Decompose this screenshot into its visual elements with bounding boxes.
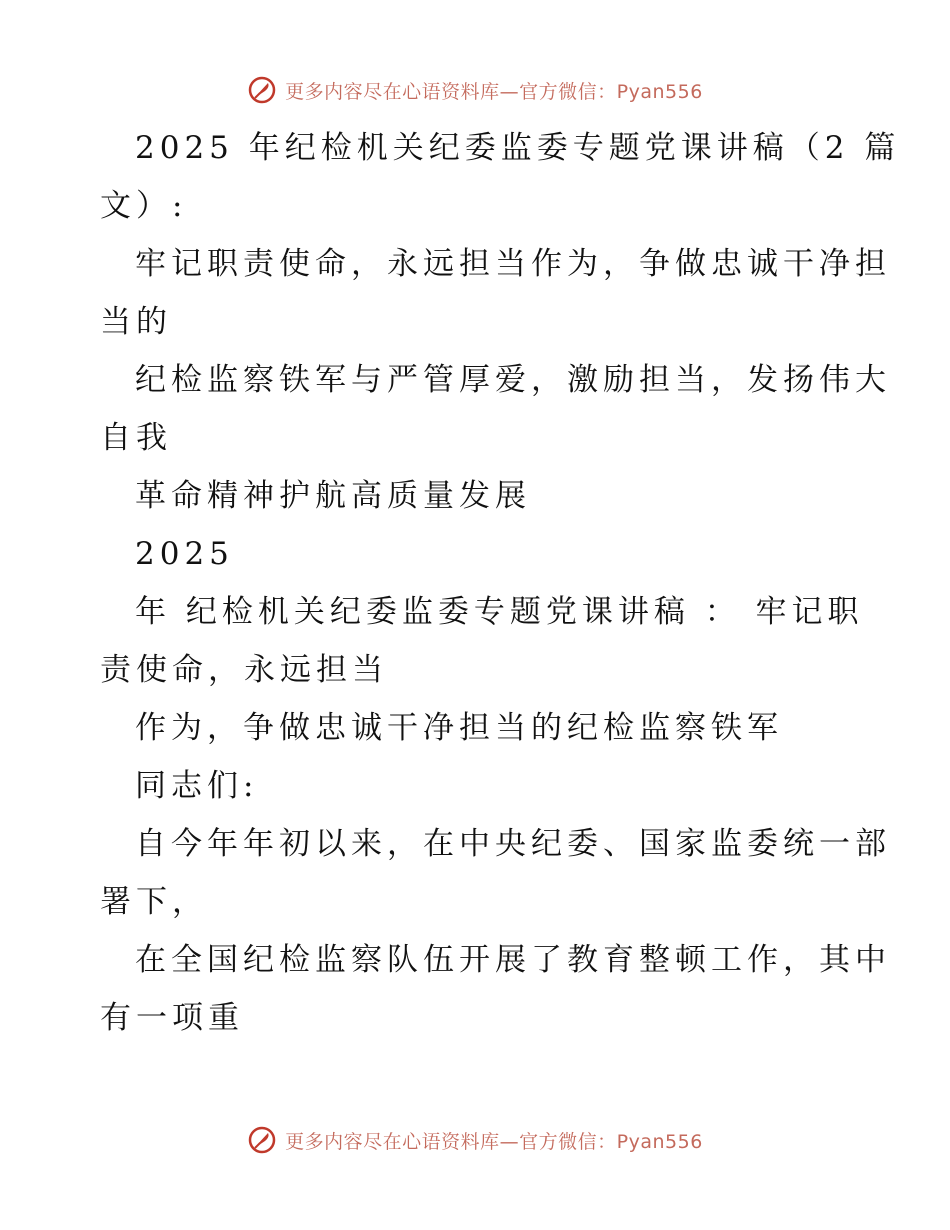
text-line: 同志们: xyxy=(135,768,259,804)
footer-watermark xyxy=(0,1120,950,1160)
feather-pen-logo-icon xyxy=(247,1125,277,1155)
text-line: 作为，争做忠诚干净担当的纪检监察铁军 xyxy=(135,710,783,746)
text-line: 牢记职责使命，永远担当作为，争做忠诚干净担 xyxy=(135,246,891,282)
text-line: 自今年年初以来，在中央纪委、国家监委统一部 xyxy=(135,826,891,862)
feather-pen-logo-icon xyxy=(247,75,277,105)
text-line: 革命精神护航高质量发展 xyxy=(135,478,531,514)
text-line: 当的 xyxy=(100,304,172,340)
text-line: 在全国纪检监察队伍开展了教育整顿工作，其中 xyxy=(135,942,891,978)
watermark-text: 更多内容尽在心语资料库—官方微信：Pyan556 xyxy=(285,1130,703,1153)
text-line: 文）: xyxy=(100,188,188,224)
header-watermark xyxy=(0,70,950,110)
watermark-text: 更多内容尽在心语资料库—官方微信：Pyan556 xyxy=(285,80,703,103)
text-line: 2025 年纪检机关纪委监委专题党课讲稿（2 篇 xyxy=(135,130,901,166)
text-line: 有一项重 xyxy=(100,1000,244,1036)
text-line: 纪检监察铁军与严管厚爱，激励担当，发扬伟大 xyxy=(135,362,891,398)
text-line: 责使命，永远担当 xyxy=(100,652,388,688)
text-line: 2025 xyxy=(135,536,234,572)
text-line: 年 纪检机关纪委监委专题党课讲稿 ： 牢记职 xyxy=(135,594,864,630)
text-line: 自我 xyxy=(100,420,172,456)
text-line: 署下， xyxy=(100,884,208,920)
